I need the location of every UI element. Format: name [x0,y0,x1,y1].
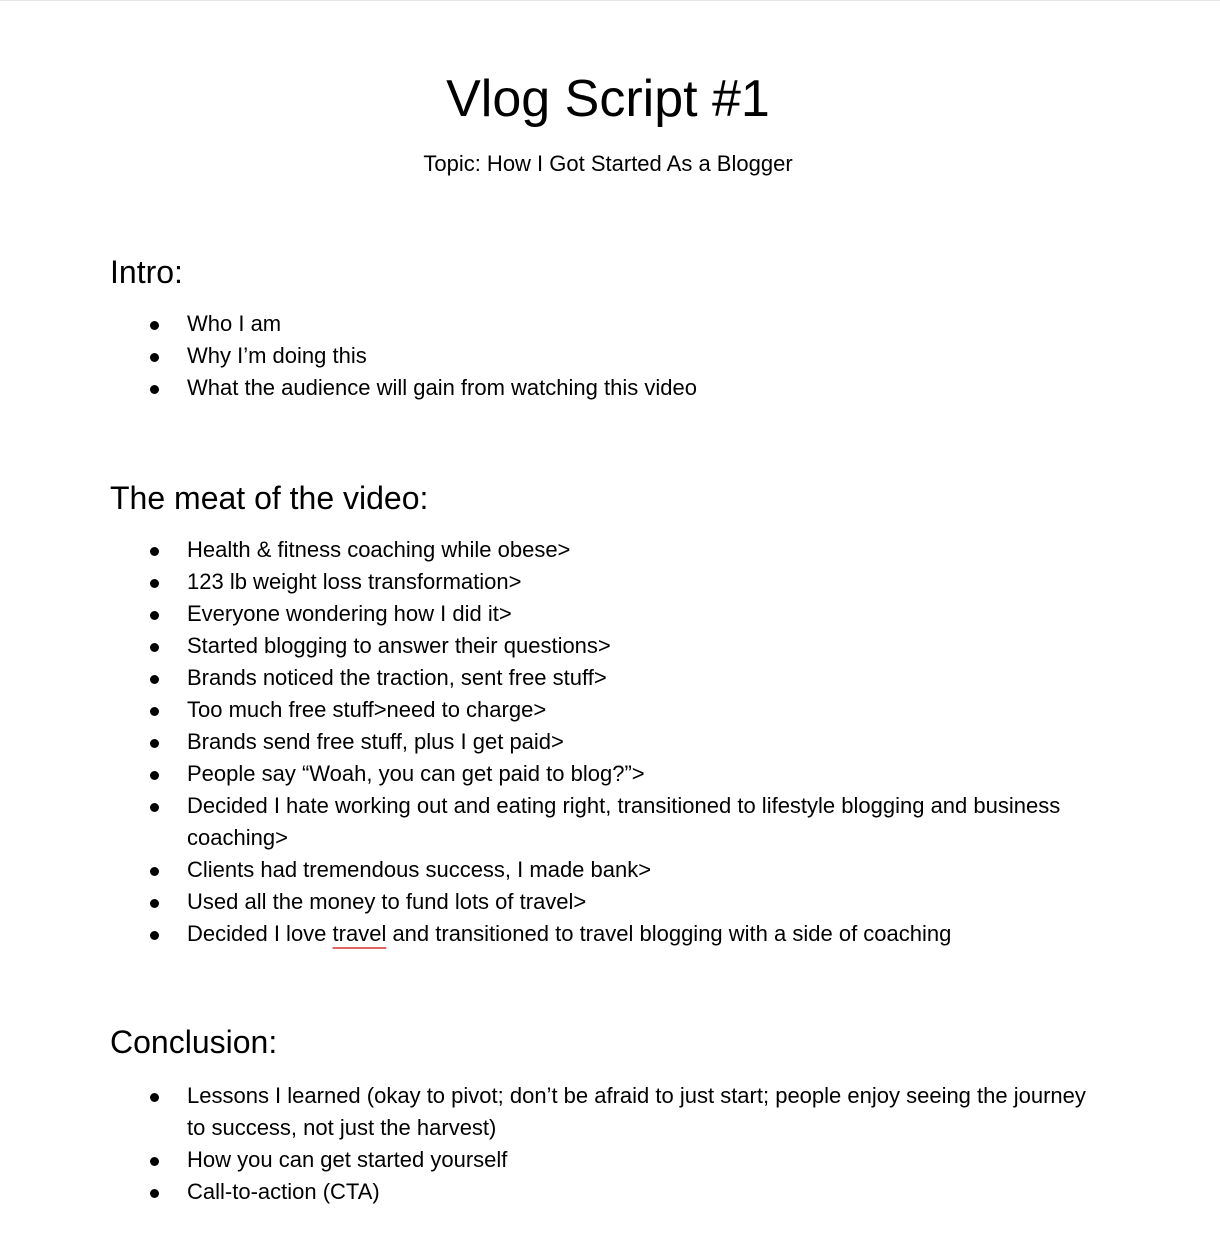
list-item [0,534,1087,566]
list-item-text: Clients had tremendous success, I made bank> [187,857,652,882]
list-item [0,340,1087,372]
bullet-icon [150,899,159,908]
list-item-text: Call-to-action (CTA) [187,1179,380,1204]
list-item-text: Who I am [187,311,282,336]
section-heading-intro: Intro: [110,254,183,290]
bullet-icon [150,611,159,620]
list-item-text: Brands send free stuff, plus I get paid> [187,729,564,754]
list-item-text: Used all the money to fund lots of travel> [187,889,587,914]
conclusion-list [0,1080,1100,1208]
bullet-icon [150,579,159,588]
list-item [0,566,1087,598]
list-item [0,1176,1087,1208]
list-item-text: Too much free stuff>need to charge> [187,697,547,722]
list-item [0,662,1087,694]
list-item [0,598,1087,630]
list-item [0,1144,1087,1176]
bullet-icon [150,675,159,684]
list-item [0,1080,1087,1144]
document-subtitle: Topic: How I Got Started As a Blogger [423,151,793,176]
list-item-text: 123 lb weight loss transformation> [187,569,522,594]
list-item-text: Why I’m doing this [187,343,367,368]
list-item-text: What the audience will gain from watching this video [187,375,697,400]
list-item-text: and transitioned to travel blogging with a side of coaching [386,921,952,946]
bullet-icon [150,1189,159,1198]
bullet-icon [150,643,159,652]
list-item-text: Lessons I learned (okay to pivot; don’t be afraid to just start; people enjoy seeing the journey to success, not just the harvest) [187,1083,1086,1140]
section-heading-meat: The meat of the video: [110,480,429,516]
bullet-icon [150,321,159,330]
bullet-icon [150,931,159,940]
list-item-text: People say “Woah, you can get paid to blog?”> [187,761,645,786]
bullet-icon [150,707,159,716]
list-item-text: How you can get started yourself [187,1147,508,1172]
meat-list [0,534,1100,950]
bullet-icon [150,1093,159,1102]
list-item [0,308,1087,340]
list-item-text: Brands noticed the traction, sent free stuff> [187,665,607,690]
list-item [0,630,1087,662]
list-item-text: Health & fitness coaching while obese> [187,537,571,562]
bullet-icon [150,353,159,362]
list-item-text: Everyone wondering how I did it> [187,601,512,626]
bullet-icon [150,739,159,748]
bullet-icon [150,771,159,780]
intro-list [0,308,1100,404]
list-item [0,886,1087,918]
list-item [0,694,1087,726]
spellcheck-underlined-word[interactable]: travel [332,921,387,946]
bullet-icon [150,803,159,812]
bullet-icon [150,867,159,876]
list-item-text: Started blogging to answer their questions> [187,633,611,658]
list-item-text: Decided I love [187,921,333,946]
list-item [0,372,1087,404]
bullet-icon [150,547,159,556]
list-item [0,758,1087,790]
list-item [0,918,1087,950]
list-item [0,726,1087,758]
list-item [0,854,1087,886]
section-heading-conclusion: Conclusion: [110,1024,278,1060]
document-title: Vlog Script #1 [446,70,770,128]
bullet-icon [150,1157,159,1166]
list-item [0,790,1087,854]
bullet-icon [150,385,159,394]
list-item-text: Decided I hate working out and eating right, transitioned to lifestyle blogging and business coaching> [187,793,1061,850]
